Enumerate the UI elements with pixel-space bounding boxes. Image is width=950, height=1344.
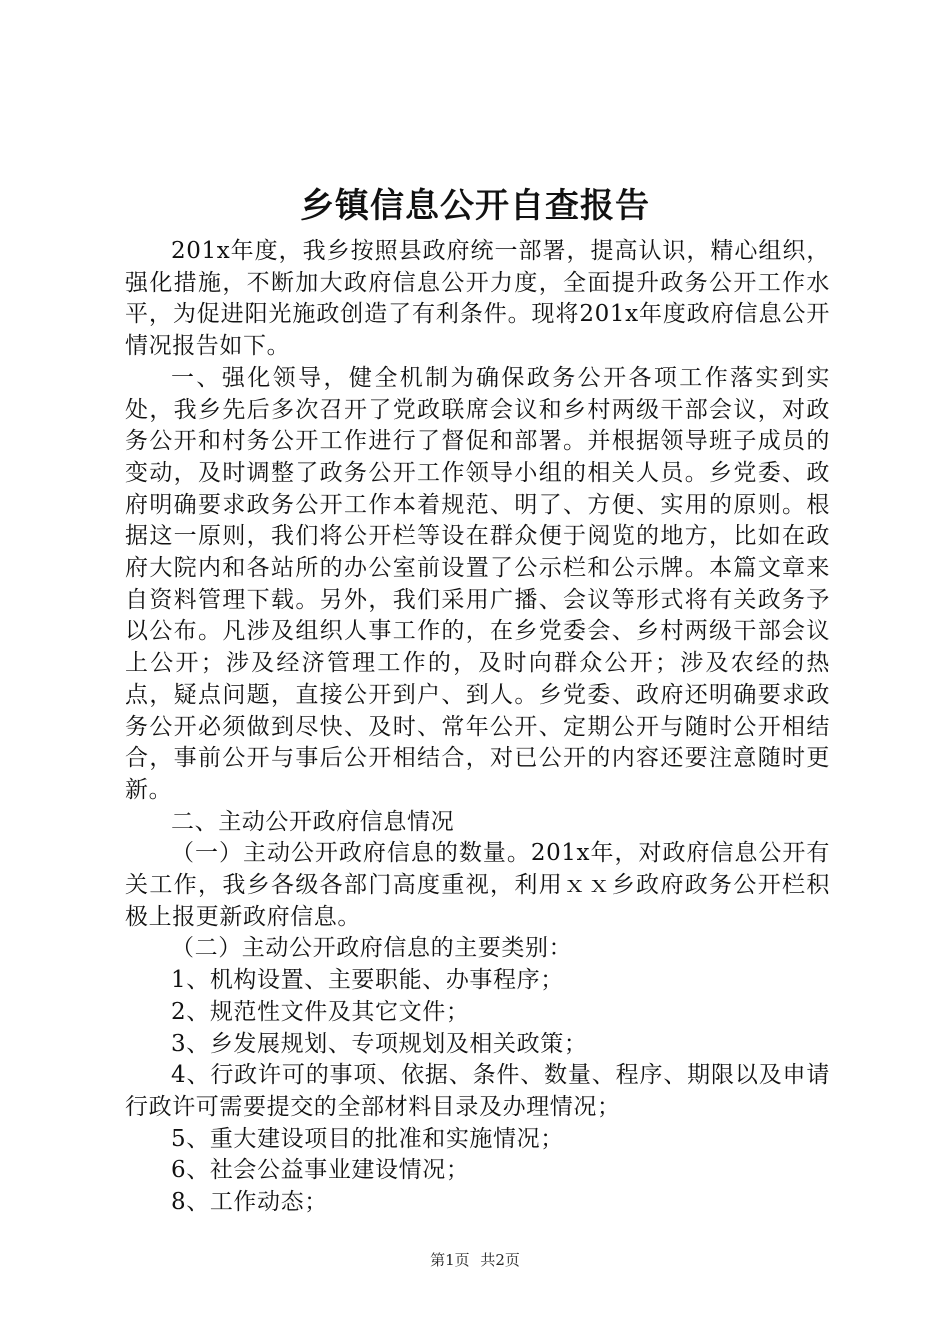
- paragraph-section-1: 一、强化领导，健全机制为确保政务公开各项工作落实到实处，我乡先后多次召开了党政联席会议和乡村两级干部会议，对政务公开和村务公开工作进行了督促和部署。并根据领导班子成员的变动，及时调整了政务公开工作领导小组的相关人员。乡党委、政府明确要求政务公开工作本着规范、明了、方便、实用的原则。根据这一原则，我们将公开栏等设在群众便于阅览的地方，比如在政府大院内和各站所的办公室前设置了公示栏和公示牌。本篇文章来自资料管理下载。另外，我们采用广播、会议等形式将有关政务予以公布。凡涉及组织人事工作的，在乡党委会、乡村两级干部会议上公开；涉及经济管理工作的，及时向群众公开；涉及农经的热点，疑点问题，直接公开到户、到人。乡党委、政府还明确要求政务公开必须做到尽快、及时、常年公开、定期公开与随时公开相结合，事前公开与事后公开相结合，对已公开的内容还要注意随时更新。: [125, 364, 830, 803]
- document-body: [125, 236, 830, 1219]
- list-item: 4、行政许可的事项、依据、条件、数量、程序、期限以及申请行政许可需要提交的全部材料目录及办理情况；: [125, 1062, 830, 1120]
- list-item: 2、规范性文件及其它文件；: [171, 998, 470, 1025]
- list-item: 1、机构设置、主要职能、办事程序；: [171, 967, 564, 994]
- list-item: 8、工作动态；: [171, 1189, 328, 1216]
- list-item: 6、社会公益事业建设情况；: [171, 1157, 470, 1184]
- page-footer: [0, 1250, 950, 1270]
- paragraph-subsection-2: （二）主动公开政府信息的主要类别：: [171, 935, 573, 962]
- list-item: 3、乡发展规划、专项规划及相关政策；: [171, 1030, 588, 1057]
- section-heading-2: 二、主动公开政府信息情况: [171, 808, 455, 835]
- document-title: 乡镇信息公开自查报告: [300, 186, 650, 226]
- page-count: 共2页: [480, 1251, 520, 1269]
- paragraph-intro: 201x年度，我乡按照县政府统一部署，提高认识，精心组织，强化措施，不断加大政府信息公开力度，全面提升政务公开工作水平，为促进阳光施政创造了有利条件。现将201x年度政府信息公开情况报告如下。: [125, 238, 830, 360]
- page-number: 第1页: [430, 1251, 470, 1269]
- list-item: 5、重大建设项目的批准和实施情况；: [171, 1125, 564, 1152]
- paragraph-subsection-1: （一）主动公开政府信息的数量。201x年，对政府信息公开有关工作，我乡各级各部门高度重视，利用ｘｘ乡政府政务公开栏积极上报更新政府信息。: [125, 840, 830, 930]
